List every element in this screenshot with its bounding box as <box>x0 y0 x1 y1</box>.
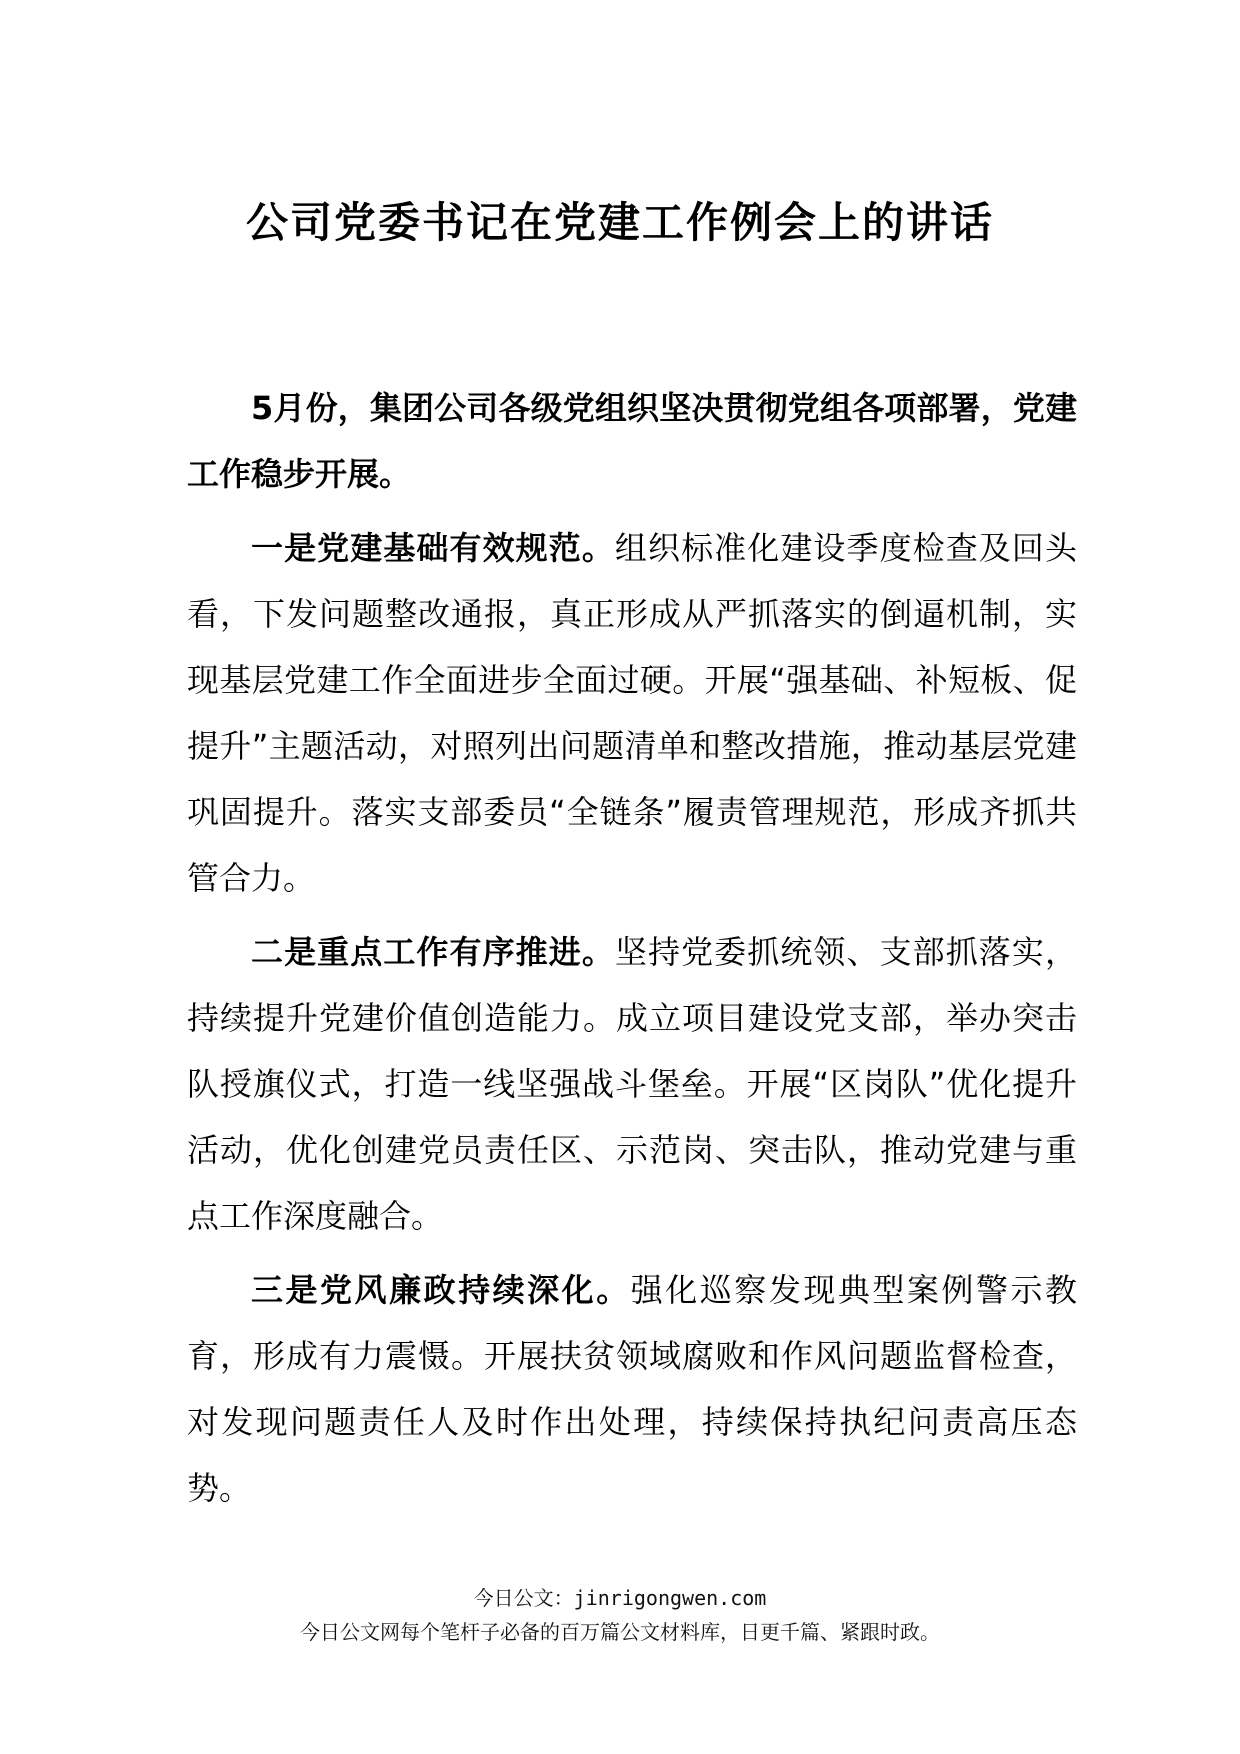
section-heading: 二是重点工作有序推进。 <box>251 933 615 971</box>
footer-label: 今日公文： <box>473 1586 574 1610</box>
document-body <box>187 375 1077 1529</box>
footer-slogan: 今日公文网每个笔杆子必备的百万篇公文材料库，日更千篇、紧跟时政。 <box>300 1620 940 1644</box>
section-heading: 一是党建基础有效规范。 <box>251 529 615 567</box>
section-heading: 三是党风廉政持续深化。 <box>251 1271 631 1309</box>
intro-paragraph: 5月份，集团公司各级党组织坚决贯彻党组各项部署，党建工作稳步开展。 <box>187 389 1077 493</box>
page-title: 公司党委书记在党建工作例会上的讲话 <box>245 198 994 247</box>
section-paragraph-2 <box>187 919 1077 1249</box>
footer-url-link[interactable]: jinrigongwen.com <box>573 1586 767 1610</box>
section-body: 坚持党委抓统领、支部抓落实，持续提升党建价值创造能力。成立项目建设党支部，举办突击队授旗仪式，打造一线坚强战斗堡垒。开展“区岗队”优化提升活动，优化创建党员责任区、示范岗、突击队，推动党建与重点工作深度融合。 <box>187 933 1077 1235</box>
section-body: 强化巡察发现典型案例警示教育，形成有力震慑。开展扶贫领域腐败和作风问题监督检查，对发现问题责任人及时作出处理，持续保持执纪问责高压态势。 <box>187 1271 1077 1507</box>
section-paragraph-1 <box>187 515 1077 911</box>
section-paragraph-3 <box>187 1257 1077 1521</box>
footer-source <box>0 1582 1240 1611</box>
section-body: 组织标准化建设季度检查及回头看，下发问题整改通报，真正形成从严抓落实的倒逼机制，实现基层党建工作全面进步全面过硬。开展“强基础、补短板、促提升”主题活动，对照列出问题清单和整改措施，推动基层党建巩固提升。落实支部委员“全链条”履责管理规范，形成齐抓共管合力。 <box>187 529 1077 897</box>
